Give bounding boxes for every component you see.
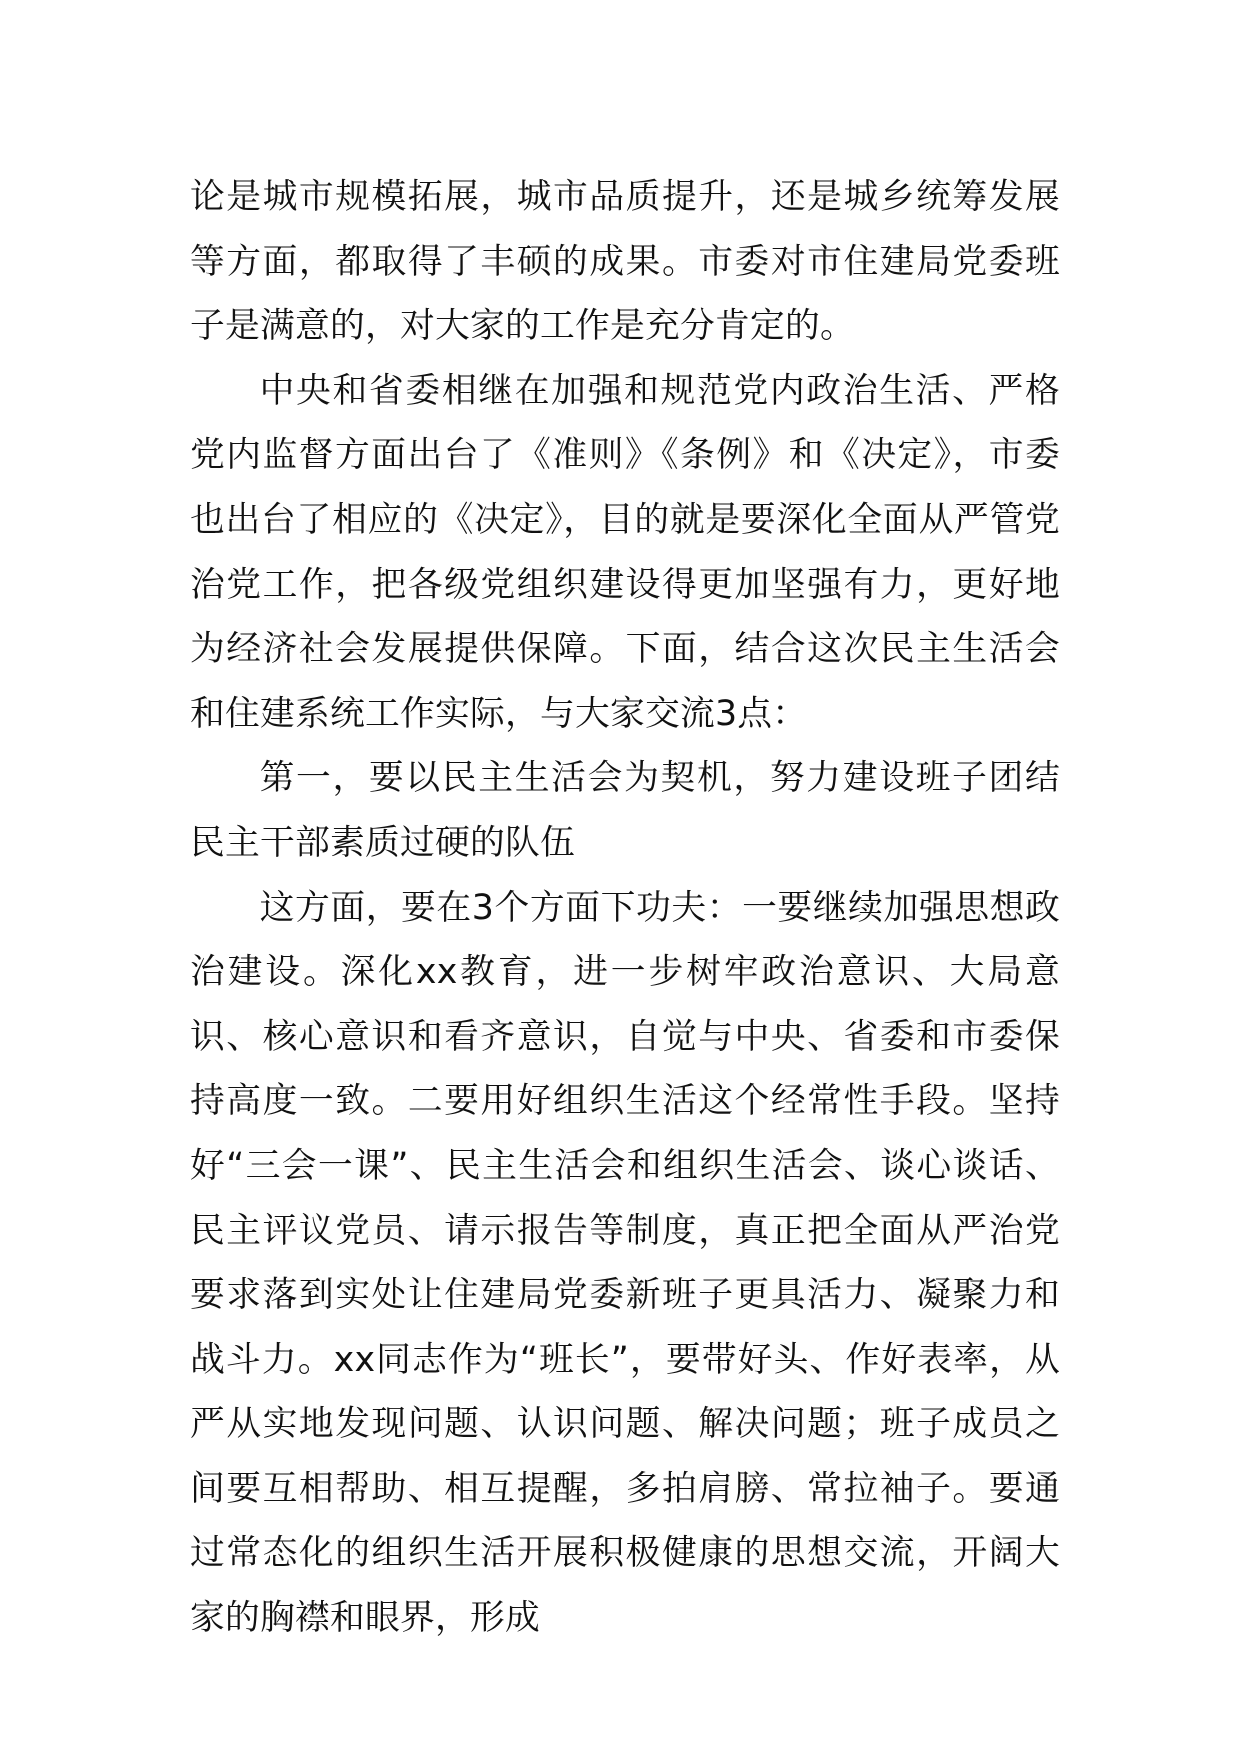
- paragraph-1: 论是城市规模拓展，城市品质提升，还是城乡统筹发展等方面，都取得了丰硕的成果。市委对市住建局党委班子是满意的，对大家的工作是充分肯定的。: [190, 177, 1060, 347]
- paragraph-4: 这方面，要在3个方面下功夫：一要继续加强思想政治建设。深化xx教育，进一步树牢政治意识、大局意识、核心意识和看齐意识，自觉与中央、省委和市委保持高度一致。二要用好组织生活这个经常性手段。坚持好“三会一课”、民主生活会和组织生活会、谈心谈话、民主评议党员、请示报告等制度，真正把全面从严治党要求落到实处让住建局党委新班子更具活力、凝聚力和战斗力。xx同志作为“班长”，要带好头、作好表率，从严从实地发现问题、认识问题、解决问题；班子成员之间要互相帮助、相互提醒，多拍肩膀、常拉袖子。要通过常态化的组织生活开展积极健康的思想交流，开阔大家的胸襟和眼界，形成: [190, 887, 1060, 1639]
- document-body: [190, 165, 1060, 1651]
- paragraph-2: 中央和省委相继在加强和规范党内政治生活、严格党内监督方面出台了《准则》《条例》和《决定》，市委也出台了相应的《决定》，目的就是要深化全面从严管党治党工作，把各级党组织建设得更加坚强有力，更好地为经济社会发展提供保障。下面，结合这次民主生活会和住建系统工作实际，与大家交流3点：: [190, 370, 1060, 734]
- paragraph-3-heading: 第一，要以民主生活会为契机，努力建设班子团结民主干部素质过硬的队伍: [190, 758, 1060, 863]
